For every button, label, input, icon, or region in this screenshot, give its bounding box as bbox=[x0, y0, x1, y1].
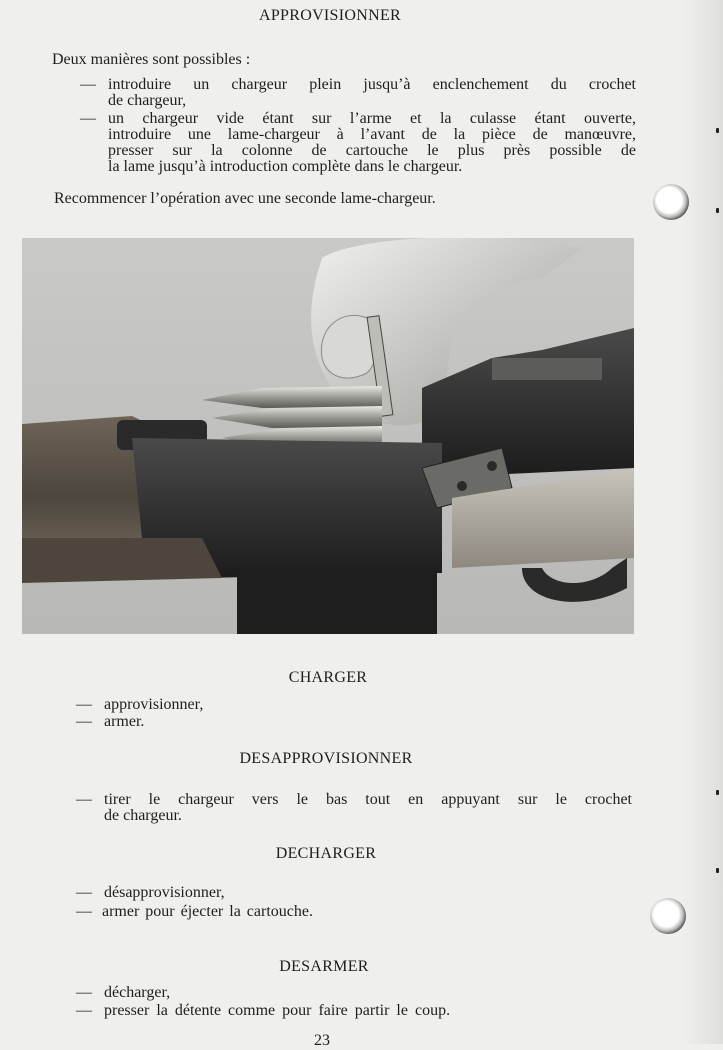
method-line: introduire une lame-chargeur à l’avant de la pièce de manœuvre, bbox=[108, 126, 636, 143]
list-item-line: tirer le chargeur vers le bas tout en appuyant sur le crochet bbox=[104, 791, 632, 808]
list-dash: — bbox=[76, 696, 92, 713]
scan-mark bbox=[716, 208, 719, 213]
scan-mark bbox=[716, 790, 719, 795]
list-dash: — bbox=[76, 713, 92, 730]
list-item-line: de chargeur. bbox=[104, 807, 182, 824]
list-dash: — bbox=[80, 76, 96, 93]
section-heading-charger: CHARGER bbox=[288, 669, 368, 686]
list-item-text: armer pour éjecter la cartouche. bbox=[102, 903, 313, 920]
page-number: 23 bbox=[314, 1032, 330, 1049]
method-line: la lame jusqu’à introduction complète dans le chargeur. bbox=[108, 158, 463, 175]
method-line: un chargeur vide étant sur l’arme et la culasse étant ouverte, bbox=[108, 110, 636, 127]
restart-text: Recommencer l’opération avec une seconde lame-chargeur. bbox=[54, 190, 436, 207]
intro-text: Deux manières sont possibles : bbox=[52, 51, 251, 68]
list-item-text: approvisionner, bbox=[104, 696, 204, 713]
scan-mark bbox=[716, 868, 719, 873]
binder-hole bbox=[653, 184, 689, 220]
rifle-illustration bbox=[22, 238, 634, 634]
binder-hole bbox=[650, 898, 686, 934]
method-line: de chargeur, bbox=[108, 92, 187, 109]
list-dash: — bbox=[76, 903, 92, 920]
rifle-loading-photo bbox=[22, 238, 634, 634]
method-line: presser sur la colonne de cartouche le plus près possible de bbox=[108, 142, 636, 159]
list-item-text: armer. bbox=[104, 713, 145, 730]
list-dash: — bbox=[76, 884, 92, 901]
list-dash: — bbox=[76, 791, 92, 808]
list-dash: — bbox=[76, 984, 92, 1001]
list-dash: — bbox=[76, 1002, 92, 1019]
section-heading-desapprovisionner: DESAPPROVISIONNER bbox=[239, 750, 413, 767]
scan-mark bbox=[716, 128, 719, 133]
page-edge-shadow bbox=[683, 0, 723, 1044]
list-item-text: désapprovisionner, bbox=[104, 884, 225, 901]
section-heading-decharger: DECHARGER bbox=[275, 845, 377, 862]
method-line: introduire un chargeur plein jusqu’à enclenchement du crochet bbox=[108, 76, 636, 93]
section-heading-desarmer: DESARMER bbox=[279, 958, 369, 975]
page-title: APPROVISIONNER bbox=[259, 7, 401, 24]
list-dash: — bbox=[80, 110, 96, 127]
list-item-text: presser la détente comme pour faire partir le coup. bbox=[104, 1002, 451, 1019]
list-item-text: décharger, bbox=[104, 984, 171, 1001]
